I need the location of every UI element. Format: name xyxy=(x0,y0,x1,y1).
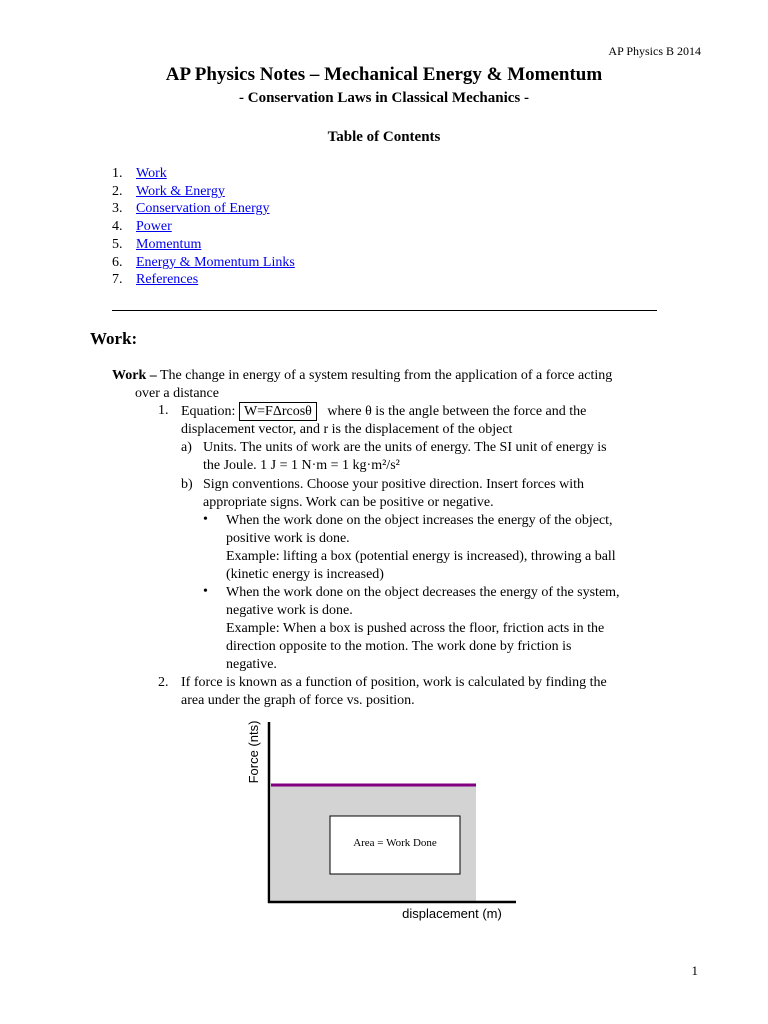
bullet2-line3: Example: When a box is pushed across the floor, friction acts in the xyxy=(226,621,605,636)
bullet1-line2: positive work is done. xyxy=(226,531,350,546)
force-displacement-graph xyxy=(230,712,520,927)
item-b-line2: appropriate signs. Work can be positive or negative. xyxy=(203,495,494,510)
bullet-marker: • xyxy=(203,512,208,527)
work-definition-line1: The change in energy of a system resulting from the application of a force acting xyxy=(159,368,613,383)
work-definition-line2: over a distance xyxy=(135,386,219,401)
bullet2-line5: negative. xyxy=(226,657,277,672)
bullet1-line4: (kinetic energy is increased) xyxy=(226,567,384,582)
bullet2-line2: negative work is done. xyxy=(226,603,353,618)
work-equation-box: W=FΔrcosθ xyxy=(239,402,317,421)
bullet1-line1: When the work done on the object increases the energy of the object, xyxy=(226,513,613,528)
toc-item-momentum: 5. Momentum xyxy=(112,236,202,252)
toc-item-links: 6. Energy & Momentum Links xyxy=(112,254,295,270)
item1-number: 1. xyxy=(158,403,169,418)
item-b-line1: Sign conventions. Choose your positive direction. Insert forces with xyxy=(203,477,585,492)
bullet-marker: • xyxy=(203,584,208,599)
toc-item-work-energy: 2. Work & Energy xyxy=(112,183,225,199)
area-label: Area = Work Done xyxy=(353,837,437,849)
toc-item-references: 7. References xyxy=(112,272,199,288)
work-definition xyxy=(112,367,612,385)
item-a-line2: the Joule. 1 J = 1 N·m = 1 kg·m²/s² xyxy=(203,458,400,473)
item-a-label: a) xyxy=(181,440,192,455)
item-a-line1: Units. The units of work are the units of energy. The SI unit of energy is xyxy=(203,440,607,455)
item-b-label: b) xyxy=(181,477,193,492)
toc-link-energy-momentum[interactable]: Energy & Momentum Links xyxy=(136,254,295,270)
page-number: 1 xyxy=(691,963,698,978)
work-term: Work – xyxy=(112,368,157,383)
course-header: AP Physics B 2014 xyxy=(608,44,701,58)
item2-line1: If force is known as a function of position, work is calculated by finding the xyxy=(181,675,607,690)
item2-line2: area under the graph of force vs. position. xyxy=(181,693,415,708)
page-title: AP Physics Notes – Mechanical Energy & Momentum xyxy=(165,64,603,85)
y-axis-label: Force (nts) xyxy=(246,720,261,784)
toc-link-power[interactable]: Power xyxy=(136,219,172,235)
x-axis-label: displacement (m) xyxy=(402,906,502,921)
item1-prefix: Equation: xyxy=(181,404,236,419)
item1-rest: where θ is the angle between the force and the xyxy=(327,404,587,419)
toc-item-work: 1. Work xyxy=(112,166,167,181)
page-subtitle: - Conservation Laws in Classical Mechanics - xyxy=(239,90,529,106)
bullet1-line3: Example: lifting a box (potential energy is increased), throwing a ball xyxy=(226,549,616,564)
item2-number: 2. xyxy=(158,675,169,690)
toc-item-conservation: 3. Conservation of Energy xyxy=(112,201,270,217)
toc-link-conservation[interactable]: Conservation of Energy xyxy=(136,201,270,217)
table-of-contents xyxy=(112,165,295,289)
section-divider xyxy=(112,310,657,311)
bullet2-line4: direction opposite to the motion. The work done by friction is xyxy=(226,639,572,654)
section-heading: Work: xyxy=(90,329,138,348)
toc-link-momentum[interactable]: Momentum xyxy=(136,236,202,252)
toc-link-references[interactable]: References xyxy=(136,272,199,288)
toc-link-work-energy[interactable]: Work & Energy xyxy=(136,183,225,199)
item1-rest-line2: displacement vector, and r is the displacement of the object xyxy=(181,422,513,437)
toc-heading: Table of Contents xyxy=(327,129,441,145)
toc-link-work[interactable]: Work xyxy=(136,166,167,181)
bullet2-line1: When the work done on the object decreases the energy of the system, xyxy=(226,585,620,600)
item1-equation-line xyxy=(181,402,586,421)
toc-item-power: 4. Power xyxy=(112,219,172,235)
